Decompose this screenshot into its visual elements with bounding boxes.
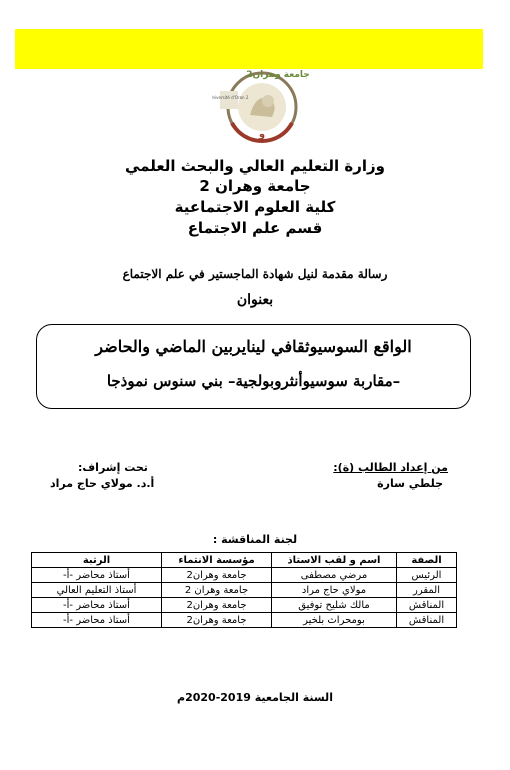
logo-university-name: جامعة وهران2 xyxy=(246,70,310,80)
table-row xyxy=(32,568,457,583)
supervisor-label: تحت إشراف: xyxy=(78,461,148,474)
thesis-statement: رسالة مقدمة لنيل شهادة الماجستير في علم الاجتماع xyxy=(122,267,388,281)
university-name: جامعة وهران 2 xyxy=(199,177,311,195)
logo-latin-text: Université d'Oran 2 xyxy=(212,95,249,100)
cell-name: مرضي مصطفى xyxy=(272,568,397,583)
university-logo-graphic xyxy=(212,63,312,143)
cell-rank: أستاذ محاضر -أ- xyxy=(32,598,162,613)
thesis-subtitle: –مقاربة سوسيوأنثروبولجية– بني سنوس نموذجا xyxy=(106,372,401,390)
academic-year: السنة الجامعية 2019-2020م xyxy=(177,691,333,704)
header-rank: الرتبة xyxy=(32,553,162,568)
cell-role: الرئيس xyxy=(397,568,457,583)
cell-name: بومحراث بلخير xyxy=(272,613,397,628)
cell-rank: أستاذ محاضر -أ- xyxy=(32,613,162,628)
department-name: قسم علم الاجتماع xyxy=(187,219,323,237)
student-label: من إعداد الطالب (ة): xyxy=(333,461,448,474)
committee-label: لجنة المناقشة : xyxy=(212,533,298,546)
header-name: اسم و لقب الاستاذ xyxy=(272,553,397,568)
thesis-title-box xyxy=(36,324,471,409)
thesis-title: الواقع السوسيوثقافي لينايربين الماضي والحاضر xyxy=(95,337,412,356)
table-row xyxy=(32,583,457,598)
cell-institution: جامعة وهران2 xyxy=(162,568,272,583)
table-row xyxy=(32,598,457,613)
cell-institution: جامعة وهران2 xyxy=(162,613,272,628)
jury-header-row xyxy=(32,553,457,568)
cell-name: مالك شليح توفيق xyxy=(272,598,397,613)
cell-rank: أستاذ التعليم العالي xyxy=(32,583,162,598)
cell-name: مولاي حاج مراد xyxy=(272,583,397,598)
supervisor-name: أ.د. مولاي حاج مراد xyxy=(50,477,155,490)
faculty-name: كلية العلوم الاجتماعية xyxy=(174,198,336,216)
cell-role: المقرر xyxy=(397,583,457,598)
cell-role: المناقش xyxy=(397,613,457,628)
cell-institution: جامعة وهران 2 xyxy=(162,583,272,598)
table-row xyxy=(32,613,457,628)
jury-table xyxy=(31,552,457,628)
cell-rank: أستاذ محاضر -أ- xyxy=(32,568,162,583)
title-label: بعنوان xyxy=(236,292,274,308)
university-logo xyxy=(212,63,312,143)
header-institution: مؤسسة الانتماء xyxy=(162,553,272,568)
cell-institution: جامعة وهران2 xyxy=(162,598,272,613)
logo-monogram: و xyxy=(258,129,266,140)
cell-role: المناقش xyxy=(397,598,457,613)
ministry-name: وزارة التعليم العالي والبحث العلمي xyxy=(124,157,386,175)
header-role: الصفة xyxy=(397,553,457,568)
student-name: جلطي سارة xyxy=(377,477,443,490)
